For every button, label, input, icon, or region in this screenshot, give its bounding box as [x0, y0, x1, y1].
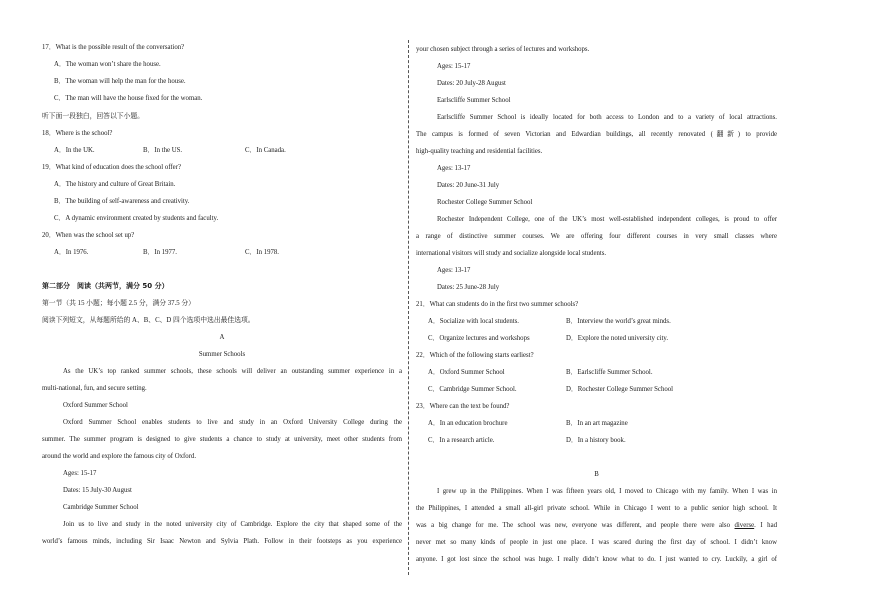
reading-instruction: 阅读下列短文，从每题所给的 A、B、C、D 四个选项中选出最佳选项。 [42, 317, 255, 324]
question-19-option-b: B．The building of self-awareness and creativity. [54, 198, 190, 205]
passage-b-text: was a big change for me. The school was new, everyone was different, and people there were also [416, 522, 730, 529]
cambridge-ages: Ages: 15-17 [437, 63, 471, 70]
passage-a-line: multi-national, fun, and secure setting. [42, 385, 147, 392]
question-21-option-b: B．Interview the world’s great minds. [566, 318, 671, 325]
passage-a-line: a range of distinctive summer courses. We are offering four different courses in very small classes where [416, 233, 777, 240]
passage-a-line: international visitors will study and socialize alongside local students. [416, 250, 607, 257]
passage-a-line: The campus is formed of seven Victorian and Edwardian buildings, all recently renovated (翻新) to provide [416, 131, 777, 138]
passage-a-line: Oxford Summer School enables students to live and study in an Oxford University College during the [63, 419, 402, 426]
question-20-options [42, 244, 402, 261]
right-column [416, 41, 777, 568]
question-23-options-row-1 [416, 415, 777, 432]
passage-a-line: Earlscliffe Summer School is ideally located for both access to London and to a variety of local attractions. [437, 114, 777, 121]
question-22-stem: 22．Which of the following starts earliest? [416, 352, 534, 359]
question-22-options-row-2 [416, 381, 777, 398]
school-heading-oxford: Oxford Summer School [63, 402, 128, 409]
question-18-option-c: C．In Canada. [245, 147, 286, 154]
question-22-options-row-1 [416, 364, 777, 381]
passage-b-letter: B [594, 471, 599, 478]
question-21-option-d: D．Explore the noted university city. [566, 335, 669, 342]
passage-b-line: I grew up in the Philippines. When I was fifteen years old, I moved to Chicago with my family. When I was in [437, 488, 777, 495]
earlscliffe-dates: Dates: 20 June-31 July [437, 182, 500, 189]
passage-b-line: the Philippines, I attended a small all-girl private school. While in Chicago I went to a public senior high school. It [416, 505, 777, 512]
left-column [42, 39, 402, 550]
question-18-options [42, 142, 402, 159]
passage-b-line: never met so many kinds of people in just one place. I was scared during the first day of school. I didn’t know [416, 539, 777, 546]
question-23-option-a: A．In an education brochure [428, 420, 508, 427]
passage-a-title: Summer Schools [198, 351, 246, 358]
question-17-option-a: A．The woman won’t share the house. [54, 61, 161, 68]
underlined-word-diverse: diverse [734, 522, 755, 529]
part-two-title: 第二部分 阅读（共两节，满分 50 分） [42, 282, 169, 290]
question-19-option-c: C．A dynamic environment created by students and faculty. [54, 215, 219, 222]
passage-a-line: world’s famous minds, including Sir Isaac Newton and Sylvia Plath. Follow in their footsteps as you experience [42, 538, 402, 545]
question-23-stem: 23．Where can the text be found? [416, 403, 510, 410]
question-22-option-c: C．Cambridge Summer School. [428, 386, 517, 393]
question-19-option-a: A．The history and culture of Great Britain. [54, 181, 176, 188]
question-20-option-c: C．In 1978. [245, 249, 279, 256]
question-20-stem: 20．When was the school set up? [42, 232, 135, 239]
question-19-stem: 19．What kind of education does the school offer? [42, 164, 181, 171]
passage-a-line: your chosen subject through a series of lectures and workshops. [416, 46, 590, 53]
school-heading-rochester: Rochester College Summer School [437, 199, 533, 206]
question-22-option-d: D．Rochester College Summer School [566, 386, 674, 393]
question-21-options-row-2 [416, 330, 777, 347]
rochester-dates: Dates: 25 June-28 July [437, 284, 500, 291]
passage-b-line: anyone. I got lost since the school was huge. I really didn’t know what to do. I just wanted to cry. Luckily, a girl of [416, 556, 777, 563]
school-heading-cambridge: Cambridge Summer School [63, 504, 139, 511]
cambridge-dates: Dates: 20 July-28 August [437, 80, 506, 87]
passage-b-line [416, 517, 777, 534]
question-18-option-b: B．In the US. [143, 147, 183, 154]
question-17-option-c: C．The man will have the house fixed for the woman. [54, 95, 203, 102]
rochester-ages: Ages: 13-17 [437, 267, 471, 274]
question-22-option-b: B．Earlscliffe Summer School. [566, 369, 653, 376]
question-21-option-a: A．Socialize with local students. [428, 318, 519, 325]
question-20-option-a: A．In 1976. [54, 249, 89, 256]
question-23-option-d: D．In a history book. [566, 437, 626, 444]
column-divider [408, 40, 409, 575]
passage-a-line: As the UK’s top ranked summer schools, these schools will deliver an outstanding summer experience in a [63, 368, 402, 375]
question-18-option-a: A．In the UK. [54, 147, 95, 154]
question-22-option-a: A．Oxford Summer School [428, 369, 505, 376]
passage-a-line: around the world and explore the famous city of Oxford. [42, 453, 197, 460]
passage-a-line: high-quality teaching and residential facilities. [416, 148, 543, 155]
question-17-option-b: B．The woman will help the man for the house. [54, 78, 186, 85]
passage-a-line: summer. The summer program is designed to give students a chance to study at university, meet other students from [42, 436, 402, 443]
passage-a-letter: A [219, 334, 225, 341]
passage-a-line: Rochester Independent College, one of the UK’s most well-established independent colleges, is proud to offer [437, 216, 777, 223]
question-21-option-c: C．Organize lectures and workshops [428, 335, 530, 342]
oxford-ages: Ages: 15-17 [63, 470, 97, 477]
oxford-dates: Dates: 15 July-30 August [63, 487, 132, 494]
listening-instruction: 听下面一段独白，回答以下小题。 [42, 113, 144, 120]
spacer [416, 449, 777, 466]
school-heading-earlscliffe: Earlscliffe Summer School [437, 97, 511, 104]
question-23-option-b: B．In an art magazine [566, 420, 628, 427]
question-23-options-row-2 [416, 432, 777, 449]
question-20-option-b: B．In 1977. [143, 249, 177, 256]
spacer [42, 261, 402, 278]
question-23-option-c: C．In a research article. [428, 437, 495, 444]
section-one-title: 第一节（共 15 小题；每小题 2.5 分，满分 37.5 分） [42, 300, 195, 307]
passage-a-line: Join us to live and study in the noted university city of Cambridge. Explore the city that shaped some of the [63, 521, 402, 528]
question-18-stem: 18．Where is the school? [42, 130, 113, 137]
earlscliffe-ages: Ages: 13-17 [437, 165, 471, 172]
question-21-stem: 21．What can students do in the first two summer schools? [416, 301, 579, 308]
question-17-stem: 17．What is the possible result of the conversation? [42, 44, 185, 51]
question-21-options-row-1 [416, 313, 777, 330]
passage-b-text: . I had [754, 522, 777, 529]
